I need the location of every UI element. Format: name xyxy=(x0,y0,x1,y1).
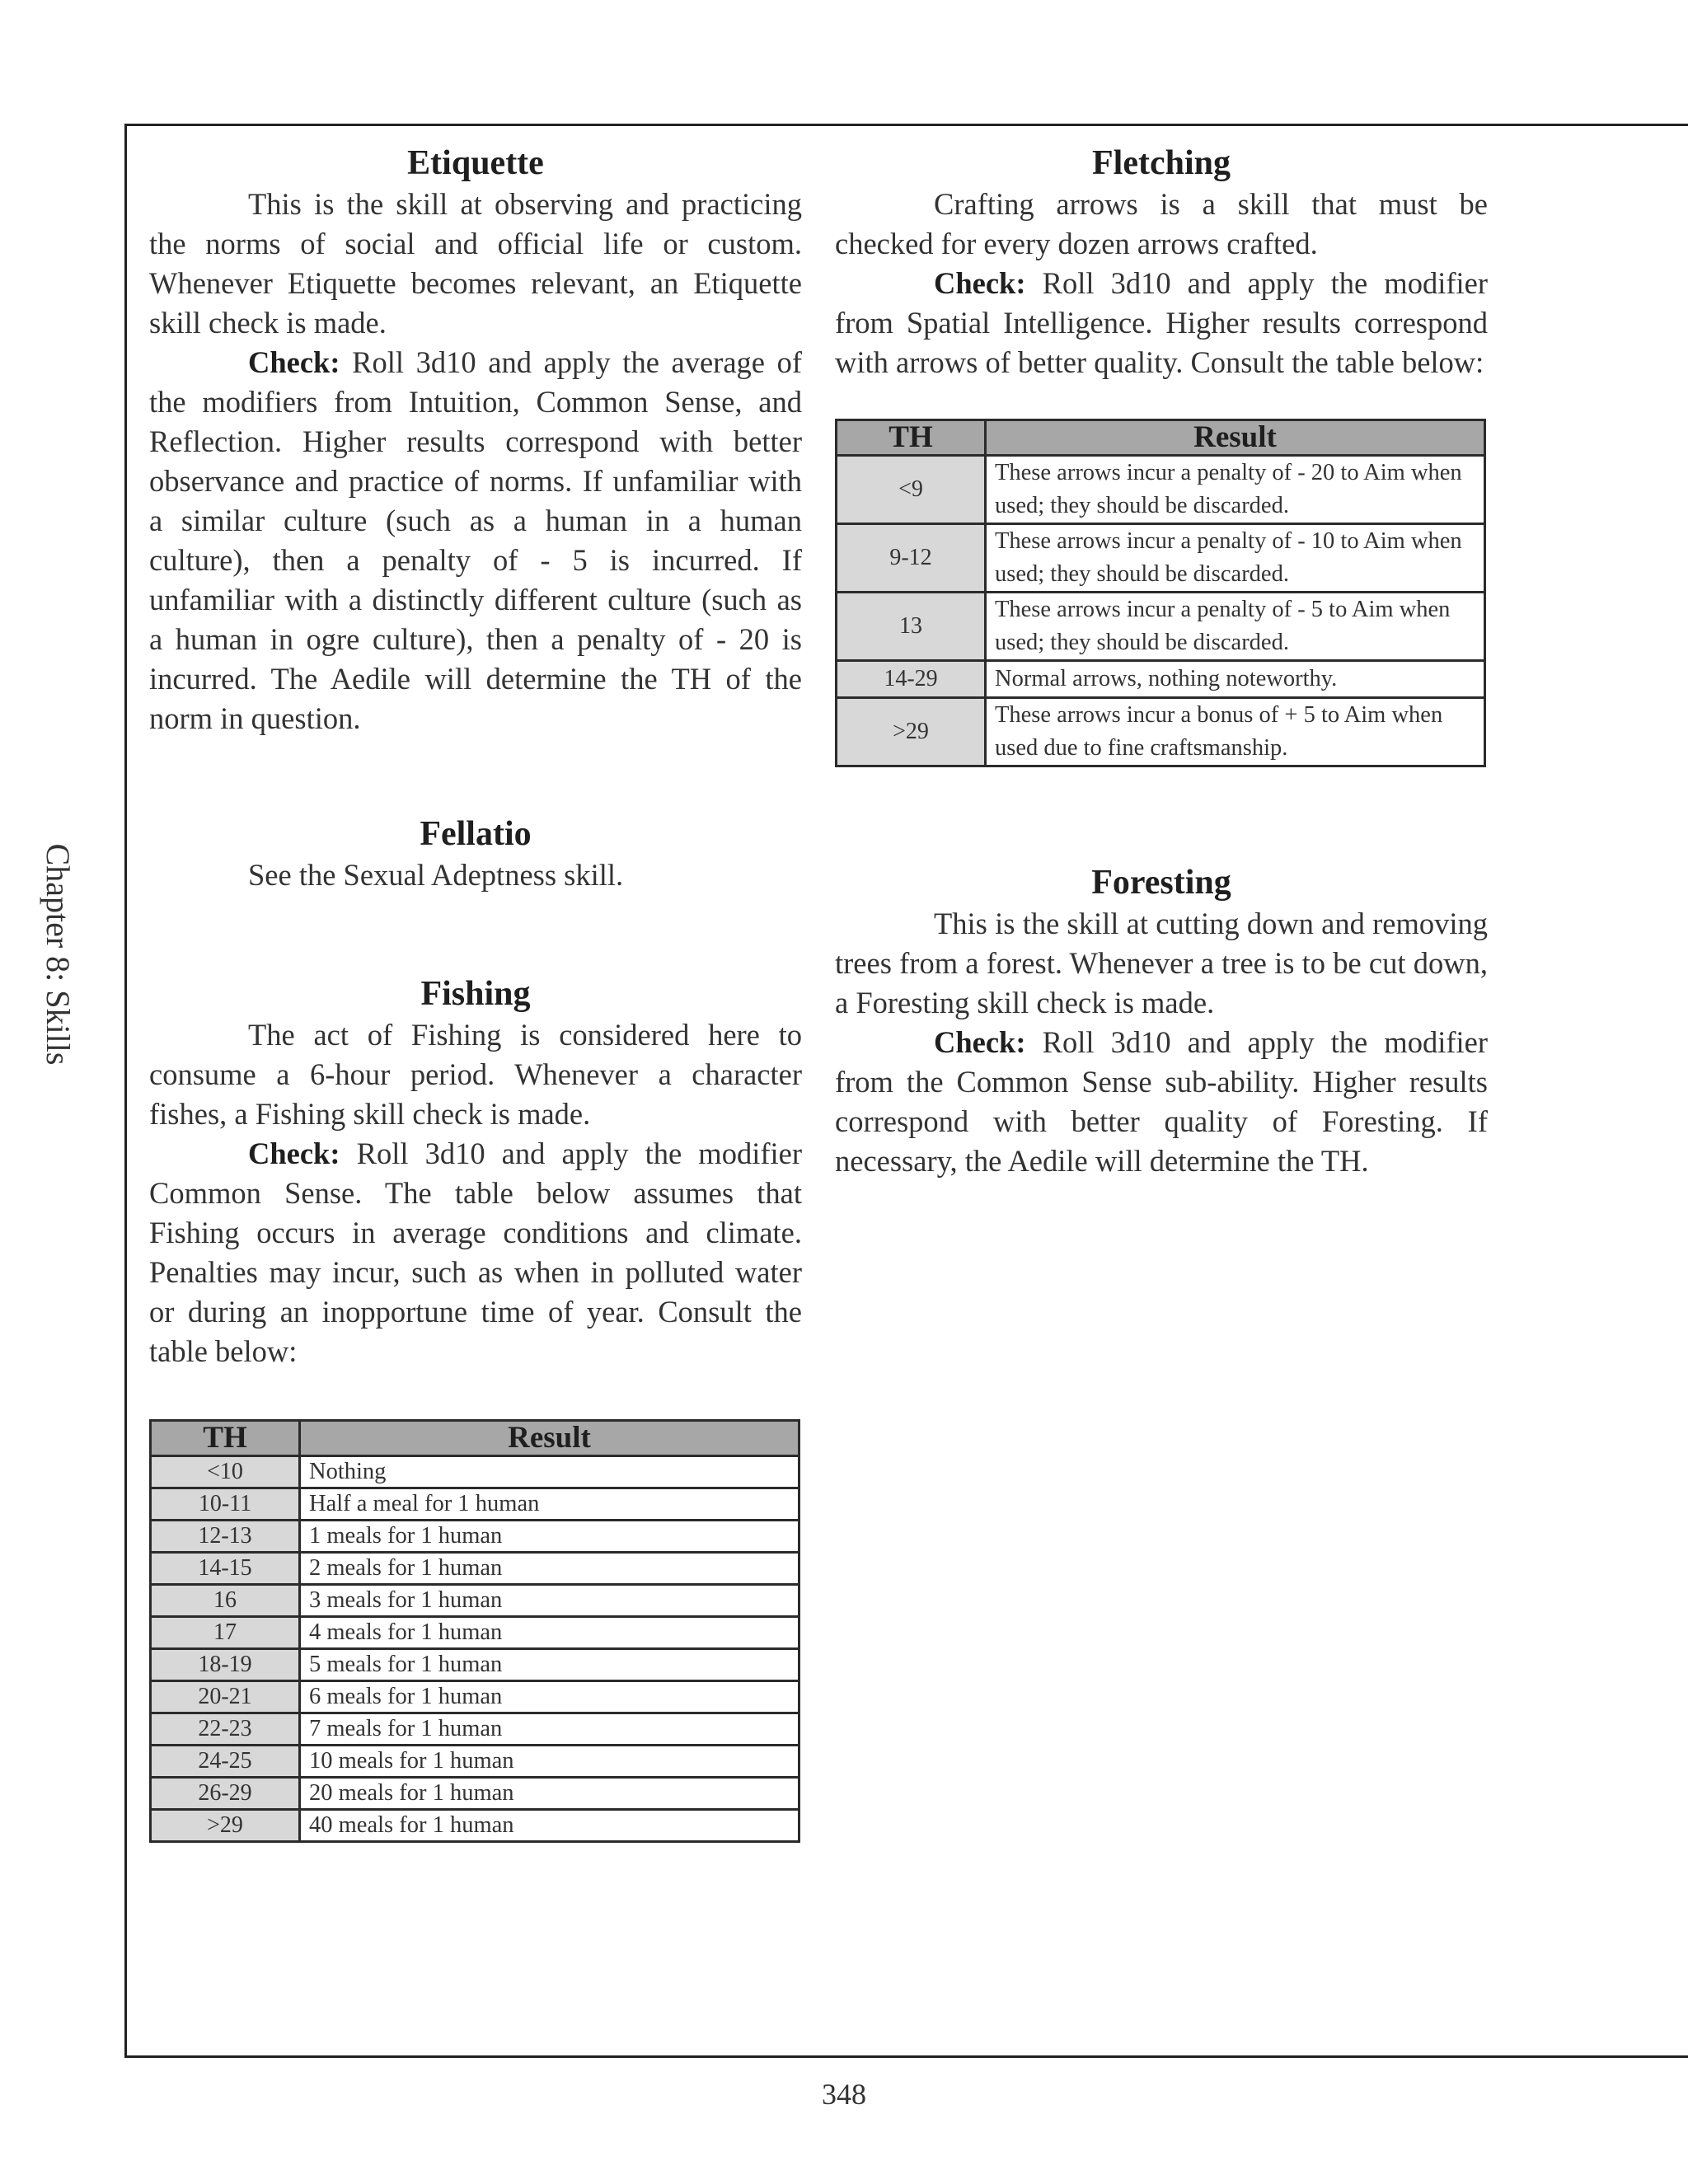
etiquette-heading: Etiquette xyxy=(407,144,544,182)
table-row xyxy=(837,698,1485,766)
etiquette-check-label: Check: xyxy=(248,345,340,379)
fellatio-paragraph: See the Sexual Adeptness skill. xyxy=(248,858,624,892)
fletching-th-cell: 13 xyxy=(837,593,986,661)
fishing-result-cell: 2 meals for 1 human xyxy=(300,1553,799,1585)
fishing-result-cell: Half a meal for 1 human xyxy=(300,1488,799,1521)
table-row xyxy=(151,1810,799,1842)
foresting-paragraph-1: This is the skill at cutting down and removing trees from a forest. Whenever a tree is to be cut down, a Foresting skill check is made. xyxy=(835,907,1488,1019)
fletching-result-cell: Normal arrows, nothing noteworthy. xyxy=(986,661,1485,698)
fletching-check-text: Roll 3d10 and apply the modifier from Spatial Intelligence. Higher results correspond with arrows of better quality. Consult the table below: xyxy=(835,266,1488,379)
fishing-result-cell: 5 meals for 1 human xyxy=(300,1649,799,1681)
table-row xyxy=(151,1713,799,1746)
fletching-check-label: Check: xyxy=(934,266,1026,300)
fletching-th-cell: 14-29 xyxy=(837,661,986,698)
table-row xyxy=(151,1521,799,1553)
fletching-th-cell: 9-12 xyxy=(837,524,986,593)
chapter-tab: Chapter 8: Skills xyxy=(40,843,77,1066)
fishing-result-cell: 6 meals for 1 human xyxy=(300,1681,799,1713)
right-column xyxy=(835,142,1488,1181)
fishing-th-cell: 26-29 xyxy=(151,1778,300,1810)
fletching-table-header-row xyxy=(837,420,1485,456)
fishing-result-cell: 40 meals for 1 human xyxy=(300,1810,799,1842)
fishing-th-cell: 17 xyxy=(151,1617,300,1649)
fishing-th-cell: 24-25 xyxy=(151,1746,300,1778)
fishing-result-cell: 4 meals for 1 human xyxy=(300,1617,799,1649)
fishing-result-cell: 20 meals for 1 human xyxy=(300,1778,799,1810)
foresting-paragraph-2 xyxy=(835,1023,1488,1181)
fishing-th-cell: 18-19 xyxy=(151,1649,300,1681)
fishing-result-cell: 10 meals for 1 human xyxy=(300,1746,799,1778)
fletching-th-cell: >29 xyxy=(837,698,986,766)
table-row xyxy=(151,1778,799,1810)
fishing-th-cell: 22-23 xyxy=(151,1713,300,1746)
fishing-result-cell: 3 meals for 1 human xyxy=(300,1585,799,1617)
fishing-th-cell: 12-13 xyxy=(151,1521,300,1553)
fishing-check-label: Check: xyxy=(248,1137,340,1170)
fishing-table xyxy=(149,1419,800,1843)
fletching-th-cell: <9 xyxy=(837,456,986,524)
fletching-table-header-th: TH xyxy=(837,420,986,456)
fletching-table-header-result: Result xyxy=(986,420,1485,456)
fishing-th-cell: <10 xyxy=(151,1456,300,1488)
fishing-heading: Fishing xyxy=(420,975,531,1013)
table-row xyxy=(837,593,1485,661)
left-column xyxy=(149,142,802,1843)
section-foresting xyxy=(835,861,1488,1181)
table-row xyxy=(151,1681,799,1713)
fishing-paragraph-2 xyxy=(149,1134,802,1371)
etiquette-paragraph-1: This is the skill at observing and practicing the norms of social and official life or custom. Whenever Etiquette becomes relevant, an Etiquette skill check is made. xyxy=(149,187,802,340)
page-number: 348 xyxy=(822,2078,866,2111)
fletching-paragraph-1: Crafting arrows is a skill that must be checked for every dozen arrows crafted. xyxy=(835,187,1488,260)
fletching-paragraph-2 xyxy=(835,264,1488,382)
fletching-result-cell: These arrows incur a bonus of + 5 to Aim when used due to fine craftsmanship. xyxy=(986,698,1485,766)
table-row xyxy=(151,1488,799,1521)
foresting-check-text: Roll 3d10 and apply the modifier from the Common Sense sub-ability. Higher results correspond with better quality of Foresting. If necessary, the Aedile will determine the TH. xyxy=(835,1025,1488,1178)
page-frame-top-rule xyxy=(124,124,1688,126)
fishing-th-cell: 14-15 xyxy=(151,1553,300,1585)
page-frame-bottom-rule xyxy=(124,2055,1688,2058)
fellatio-heading: Fellatio xyxy=(420,815,532,853)
table-row xyxy=(151,1456,799,1488)
foresting-heading: Foresting xyxy=(1091,864,1231,902)
fishing-th-cell: >29 xyxy=(151,1810,300,1842)
section-fletching xyxy=(835,142,1488,767)
etiquette-paragraph-2 xyxy=(149,343,802,738)
section-fellatio xyxy=(149,813,802,895)
fletching-result-cell: These arrows incur a penalty of - 10 to Aim when used; they should be discarded. xyxy=(986,524,1485,593)
table-row xyxy=(837,456,1485,524)
table-row xyxy=(837,661,1485,698)
fishing-result-cell: 7 meals for 1 human xyxy=(300,1713,799,1746)
table-row xyxy=(151,1553,799,1585)
fishing-table-header-th: TH xyxy=(151,1421,300,1456)
section-fishing xyxy=(149,972,802,1843)
page-frame-left-rule xyxy=(124,124,127,2058)
table-row xyxy=(837,524,1485,593)
fishing-result-cell: Nothing xyxy=(300,1456,799,1488)
fletching-result-cell: These arrows incur a penalty of - 5 to Aim when used; they should be discarded. xyxy=(986,593,1485,661)
foresting-check-label: Check: xyxy=(934,1025,1026,1059)
fletching-result-cell: These arrows incur a penalty of - 20 to Aim when used; they should be discarded. xyxy=(986,456,1485,524)
table-row xyxy=(151,1746,799,1778)
fishing-paragraph-1: The act of Fishing is considered here to consume a 6-hour period. Whenever a character fishes, a Fishing skill check is made. xyxy=(149,1018,802,1131)
fishing-th-cell: 20-21 xyxy=(151,1681,300,1713)
section-etiquette xyxy=(149,142,802,738)
fishing-result-cell: 1 meals for 1 human xyxy=(300,1521,799,1553)
table-row xyxy=(151,1585,799,1617)
fletching-table xyxy=(835,419,1486,767)
table-row xyxy=(151,1649,799,1681)
fishing-th-cell: 16 xyxy=(151,1585,300,1617)
table-row xyxy=(151,1617,799,1649)
fishing-table-header-result: Result xyxy=(300,1421,799,1456)
fletching-heading: Fletching xyxy=(1092,144,1231,182)
etiquette-check-text: Roll 3d10 and apply the average of the modifiers from Intuition, Common Sense, and Reflection. Higher results correspond with better observance and practice of norms. If unfamiliar with a similar culture (such as a human in a human culture), then a penalty of - 5 is incurred. If unfamiliar with a distinctly different culture (such as a human in ogre culture), then a penalty of - 20 is incurred. The Aedile will determine the TH of the norm in question. xyxy=(149,345,802,735)
fishing-table-header-row xyxy=(151,1421,799,1456)
fishing-th-cell: 10-11 xyxy=(151,1488,300,1521)
fishing-check-text: Roll 3d10 and apply the modifier Common Sense. The table below assumes that Fishing occurs in average conditions and climate. Penalties may incur, such as when in polluted water or during an inopportune time of year. Consult the table below: xyxy=(149,1137,802,1368)
